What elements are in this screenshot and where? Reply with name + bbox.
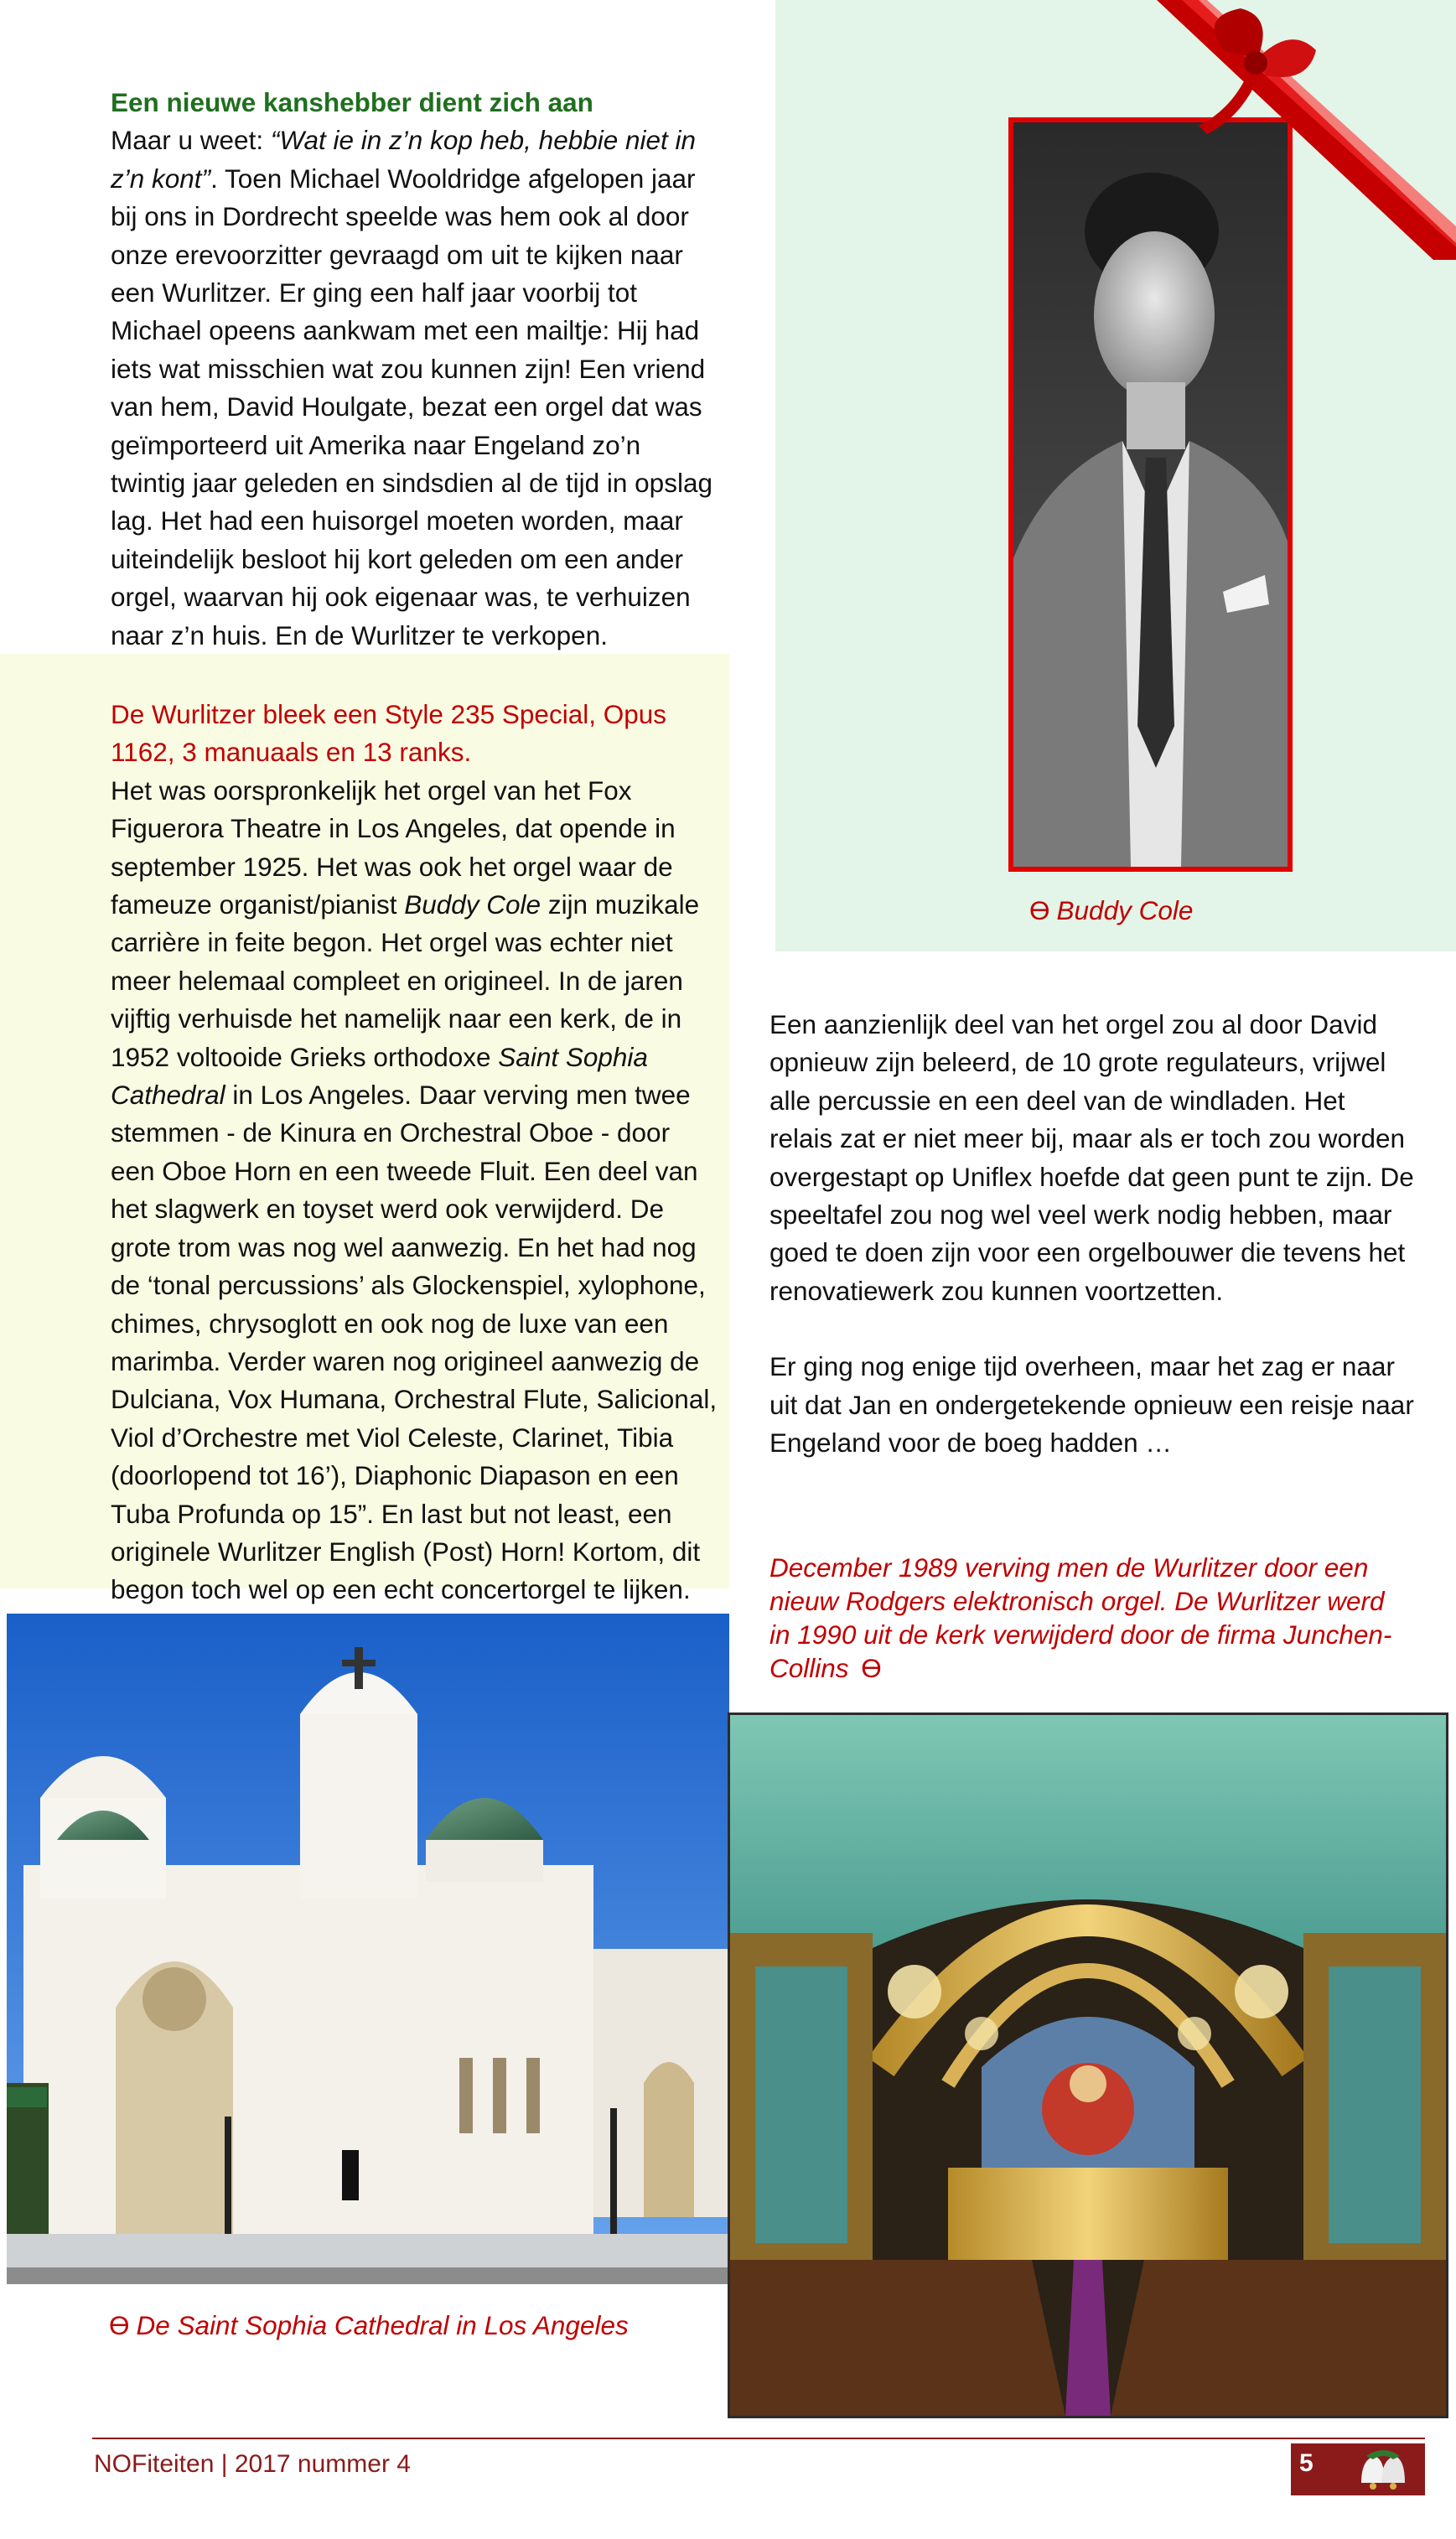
footer-rule	[92, 2438, 1425, 2439]
intro-lead-text: Maar u weet:	[111, 125, 271, 156]
intro-quote: “Wat ie in z’n kop heb, hebbie niet in z’n kont”	[111, 125, 697, 194]
intro-rest-text: . Toen Michael Wooldridge afgelopen jaar bij ons in Dordrecht speelde was hem ook al door onze erevoorzitter gevraagd om uit te kijken naar een Wurlitzer. Er ging een half jaar voorbij tot Michael opeens aankwam met een mailtje: Hij had iets wat misschien wat zou kunnen zijn! Een vriend van hem, David Houlgate, bezat een orgel dat was geïmporteerd uit Amerika naar Engeland zo’n twintig jaar geleden en sindsdien al de tijd in opslag lag. Het had een huisorgel moeten worden, maar uiteindelijk besloot hij kort geleden om een ander orgel, waarvan hij ook eigenaar was, te verhuizen naar z’n huis. En de Wurlitzer te verkopen.	[111, 163, 712, 650]
wurlitzer-text-1: Het was oorspronkelijk het orgel van het Fox Figuerora Theatre in Los Angeles, dat opende in september 1925. Het was ook het orgel waar de fameuze organist/pianist	[111, 775, 676, 920]
bell-icon: Ɵ	[861, 1653, 882, 1683]
christmas-ribbon-icon	[1148, 0, 1456, 260]
interior-caption	[769, 1551, 1407, 1685]
saint-sophia-italic: Saint Sophia Cathedral	[111, 1041, 648, 1111]
bell-icon: Ɵ	[109, 2310, 130, 2340]
cathedral-interior-photo	[730, 1715, 1446, 2416]
exterior-caption-text: De Saint Sophia Cathedral in Los Angeles	[136, 2310, 629, 2340]
buddy-caption-text: Buddy Cole	[1056, 895, 1194, 925]
page-number: 5	[1299, 2449, 1314, 2477]
buddy-cole-italic: Buddy Cole	[404, 889, 541, 920]
right-column-article	[769, 1006, 1415, 1462]
section-heading: Een nieuwe kanshebber dient zich aan	[111, 87, 593, 117]
right-paragraph-2: Er ging nog enige tijd overheen, maar het zag er naar uit dat Jan en ondergetekende opnieuw een reisje naar Engeland voor de boeg hadden …	[769, 1351, 1414, 1459]
interior-caption-text: December 1989 verving men de Wurlitzer door een nieuw Rodgers elektronisch orgel. De Wurlitzer werd in 1990 uit de kerk verwijderd door de firma Junchen-Collins	[769, 1552, 1392, 1683]
wurlitzer-red-lead: De Wurlitzer bleek een Style 235 Special, Opus 1162, 3 manuaals en 13 ranks.	[111, 699, 667, 768]
right-paragraph-1: Een aanzienlijk deel van het orgel zou al door David opnieuw zijn beleerd, de 10 grote regulateurs, vrijwel alle percussie en een deel van de windladen. Het relais zat er niet meer bij, maar als er toch zou worden overgestapt op Uniflex hoefde dat geen punt te zijn. De speeltafel zou nog wel veel werk nodig hebben, maar goed te doen zijn voor een orgelbouwer die tevens het renovatiewerk zou kunnen voortzetten.	[769, 1009, 1414, 1306]
christmas-bells-icon	[1350, 2446, 1417, 2493]
cathedral-interior-photo-frame	[728, 1713, 1448, 2418]
cathedral-exterior-photo	[7, 1614, 729, 2284]
intro-paragraph	[111, 122, 714, 655]
bell-icon: Ɵ	[1029, 895, 1050, 925]
wurlitzer-text-2: zijn muzikale carrière in feite begon. Het orgel was echter niet meer helemaal compleet en origineel. In de jaren vijftig verhuisde het namelijk naar een kerk, de in 1952 voltooide Grieks orthodoxe	[111, 889, 700, 1072]
intro-article-block	[111, 84, 714, 655]
buddy-cole-caption	[1029, 894, 1193, 926]
wurlitzer-article-block	[111, 696, 721, 1609]
exterior-caption	[109, 2309, 629, 2341]
wurlitzer-text-3: in Los Angeles. Daar verving men twee stemmen - de Kinura en Orchestral Oboe - door een Oboe Horn en een tweede Fluit. Een deel van het slagwerk en toyset werd ook verwijderd. De grote trom was nog wel aanwezig. En het had nog de ‘tonal percussions’ als Glockenspiel, xylophone, chimes, chrysoglott en ook nog de luxe van een marimba. Verder waren nog origineel aanwezig de Dulciana, Vox Humana, Orchestral Flute, Salicional, Viol d’Orchestre met Viol Celeste, Clarinet, Tibia (doorlopend tot 16’), Diaphonic Diapason en een Tuba Profunda op 15”. En last but not least, een originele Wurlitzer English (Post) Horn! Kortom, dit begon toch wel op een echt concertorgel te lijken.	[111, 1080, 718, 1605]
footer-publication: NOFiteiten | 2017 nummer 4	[94, 2450, 411, 2478]
wurlitzer-paragraph	[111, 772, 721, 1609]
